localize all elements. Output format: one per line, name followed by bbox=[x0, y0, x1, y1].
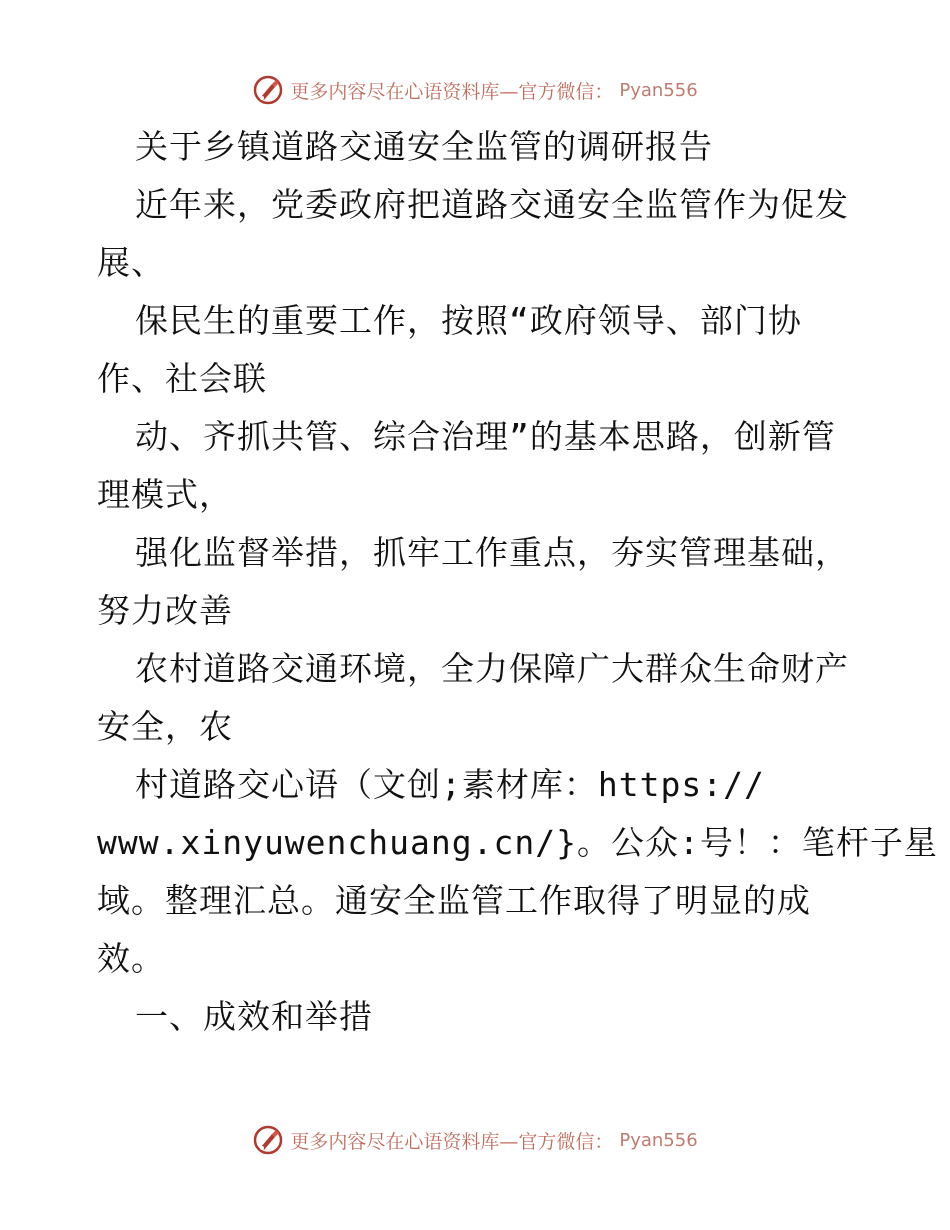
paragraph-line: 动、齐抓共管、综合治理”的基本思路，创新管 bbox=[135, 417, 836, 456]
banner-wechat-id: Pyan556 bbox=[619, 1129, 698, 1151]
paragraph-line: 安全，农 bbox=[97, 707, 233, 746]
paragraph-line: 理模式， bbox=[97, 475, 233, 514]
paragraph-line: 域。整理汇总。通安全监管工作取得了明显的成 bbox=[97, 881, 811, 920]
document-title: 关于乡镇道路交通安全监管的调研报告 bbox=[135, 127, 713, 166]
document-body bbox=[97, 118, 938, 1046]
paragraph-line: www.xinyuwenchuang.cn/}。公众:号！：笔杆子星 bbox=[97, 823, 938, 862]
paragraph-line: 农村道路交通环境，全力保障广大群众生命财产 bbox=[135, 649, 849, 688]
header-watermark-banner bbox=[0, 70, 950, 110]
paragraph-line: 展、 bbox=[97, 243, 165, 282]
pen-logo-icon bbox=[252, 1124, 284, 1156]
section-heading: 一、成效和举措 bbox=[135, 997, 373, 1036]
banner-text: 更多内容尽在心语资料库—官方微信： bbox=[290, 1130, 614, 1153]
paragraph-line: 强化监督举措，抓牢工作重点，夯实管理基础， bbox=[135, 533, 849, 572]
banner-text: 更多内容尽在心语资料库—官方微信： bbox=[290, 80, 614, 103]
paragraph-line: 效。 bbox=[97, 939, 165, 978]
paragraph-line: 努力改善 bbox=[97, 591, 233, 630]
paragraph-line: 村道路交心语（文创;素材库：https:// bbox=[135, 765, 765, 804]
banner-wechat-id: Pyan556 bbox=[619, 79, 698, 101]
paragraph-line: 作、社会联 bbox=[97, 359, 267, 398]
pen-logo-icon bbox=[252, 74, 284, 106]
footer-watermark-banner bbox=[0, 1120, 950, 1160]
paragraph-line: 保民生的重要工作，按照“政府领导、部门协 bbox=[135, 301, 802, 340]
paragraph-line: 近年来，党委政府把道路交通安全监管作为促发 bbox=[135, 185, 849, 224]
